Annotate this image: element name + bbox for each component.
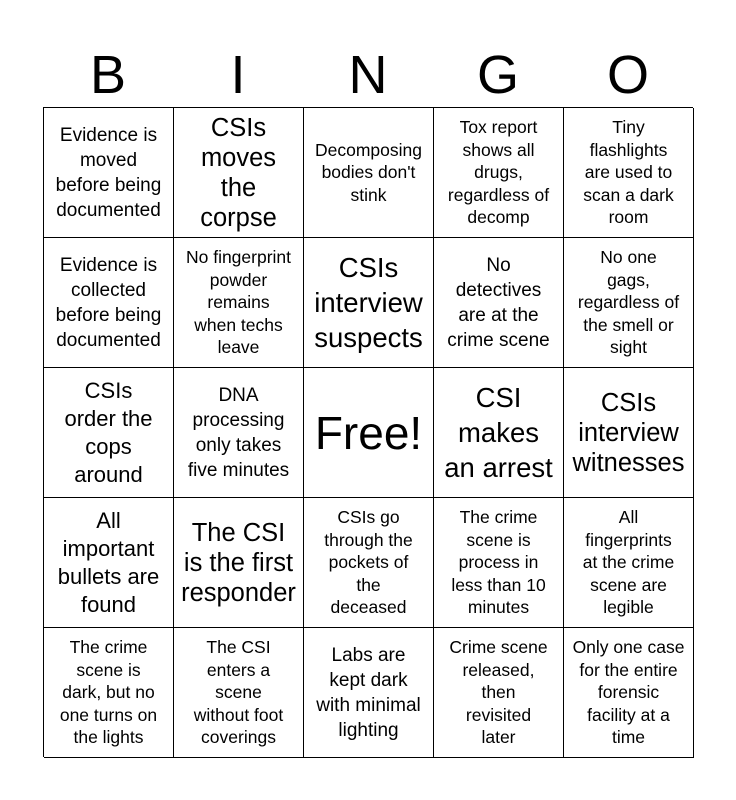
bingo-cell[interactable]: CSIs go through the pockets of the deceased	[304, 498, 434, 628]
header-letter-b: B	[89, 45, 127, 105]
bingo-cell[interactable]: DNA processing only takes five minutes	[174, 368, 304, 498]
bingo-cell[interactable]: The CSI is the first responder	[174, 498, 304, 628]
bingo-cell[interactable]: Crime scene released, then revisited later	[434, 628, 564, 758]
bingo-cell[interactable]: Tox report shows all drugs, regardless of decomp	[434, 108, 564, 238]
bingo-cell[interactable]: CSIs order the cops around	[44, 368, 174, 498]
bingo-cell[interactable]: No fingerprint powder remains when techs leave	[174, 238, 304, 368]
bingo-cell[interactable]: CSI makes an arrest	[434, 368, 564, 498]
bingo-cell[interactable]: The crime scene is process in less than 10 minutes	[434, 498, 564, 628]
header-letter-o: O	[606, 45, 649, 105]
bingo-cell[interactable]: Tiny flashlights are used to scan a dark room	[564, 108, 694, 238]
free-space[interactable]: Free!	[304, 368, 434, 498]
bingo-cell[interactable]: CSIs interview suspects	[304, 238, 434, 368]
bingo-cell[interactable]: Evidence is moved before being documented	[44, 108, 174, 238]
bingo-cell[interactable]: CSIs moves the corpse	[174, 108, 304, 238]
bingo-cell[interactable]: Only one case for the entire forensic facility at a time	[564, 628, 694, 758]
bingo-cell[interactable]: The CSI enters a scene without foot coverings	[174, 628, 304, 758]
bingo-cell[interactable]: All fingerprints at the crime scene are legible	[564, 498, 694, 628]
bingo-board	[43, 107, 693, 757]
bingo-cell[interactable]: CSIs interview witnesses	[564, 368, 694, 498]
bingo-cell[interactable]: All important bullets are found	[44, 498, 174, 628]
header-letter-g: G	[476, 45, 519, 105]
bingo-cell[interactable]: No detectives are at the crime scene	[434, 238, 564, 368]
bingo-cell[interactable]: Labs are kept dark with minimal lighting	[304, 628, 434, 758]
bingo-cell[interactable]: No one gags, regardless of the smell or sight	[564, 238, 694, 368]
header-letter-n: N	[348, 45, 388, 105]
bingo-cell[interactable]: The crime scene is dark, but no one turns on the lights	[44, 628, 174, 758]
bingo-cell[interactable]: Decomposing bodies don't stink	[304, 108, 434, 238]
header-letter-i: I	[230, 45, 246, 105]
bingo-cell[interactable]: Evidence is collected before being documented	[44, 238, 174, 368]
bingo-header	[43, 42, 693, 108]
